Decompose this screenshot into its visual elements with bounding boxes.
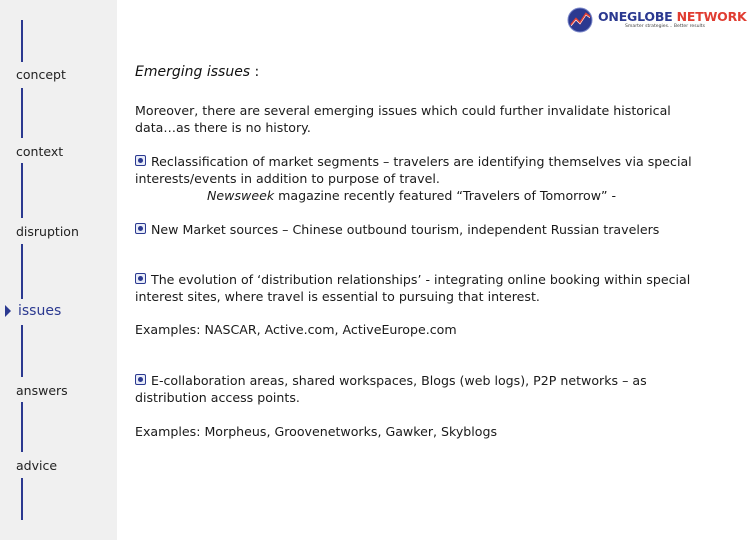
nav-item-concept[interactable]: concept xyxy=(16,67,66,82)
bullet-item xyxy=(135,372,705,406)
slide-title-suffix: : xyxy=(250,64,260,80)
bullet-text: Reclassification of market segments – travelers are identifying themselves via special interests/events in addition to purpose of travel. xyxy=(135,154,692,186)
intro-paragraph: Moreover, there are several emerging issues which could further invalidate historical data…as there is no history. xyxy=(135,103,671,135)
bullet-text: The evolution of ‘distribution relationships’ - integrating online booking within special interest sites, where travel is essential to pursuing that interest. xyxy=(135,272,691,304)
nav-item-issues[interactable]: issues xyxy=(18,303,62,319)
bullet-text: E-collaboration areas, shared workspaces, Blogs (web logs), P2P networks – as distribution access points. xyxy=(135,373,647,405)
bullet-item xyxy=(135,221,705,238)
logo-name-part1: ONEGLOBE xyxy=(598,9,677,24)
bullet-icon xyxy=(135,374,146,385)
logo-tagline: Smarter strategies... Better results xyxy=(625,24,705,29)
bullet-icon xyxy=(135,273,146,284)
slide-title xyxy=(135,64,259,80)
bullet-icon xyxy=(135,223,146,234)
bullet-item xyxy=(135,271,705,305)
examples-line: Examples: NASCAR, Active.com, ActiveEurope.com xyxy=(135,322,457,337)
examples-line: Examples: Morpheus, Groovenetworks, Gawker, Skyblogs xyxy=(135,424,498,439)
bullet-icon xyxy=(135,155,146,166)
bullet-text: New Market sources – Chinese outbound tourism, independent Russian travelers xyxy=(151,222,660,237)
nav-item-advice[interactable]: advice xyxy=(16,458,58,473)
nav-item-context[interactable]: context xyxy=(16,144,64,159)
logo-name-part2: NETWORK xyxy=(676,9,747,24)
nav-item-disruption[interactable]: disruption xyxy=(16,224,79,239)
bullet-note xyxy=(135,187,705,204)
bullet-note-rest: magazine recently featured “Travelers of Tomorrow” - xyxy=(274,188,617,203)
bullet-item xyxy=(135,153,705,204)
nav-item-answers[interactable]: answers xyxy=(16,383,68,398)
bullet-note-italic: Newsweek xyxy=(207,188,275,203)
slide-title-italic: Emerging issues xyxy=(135,64,251,80)
